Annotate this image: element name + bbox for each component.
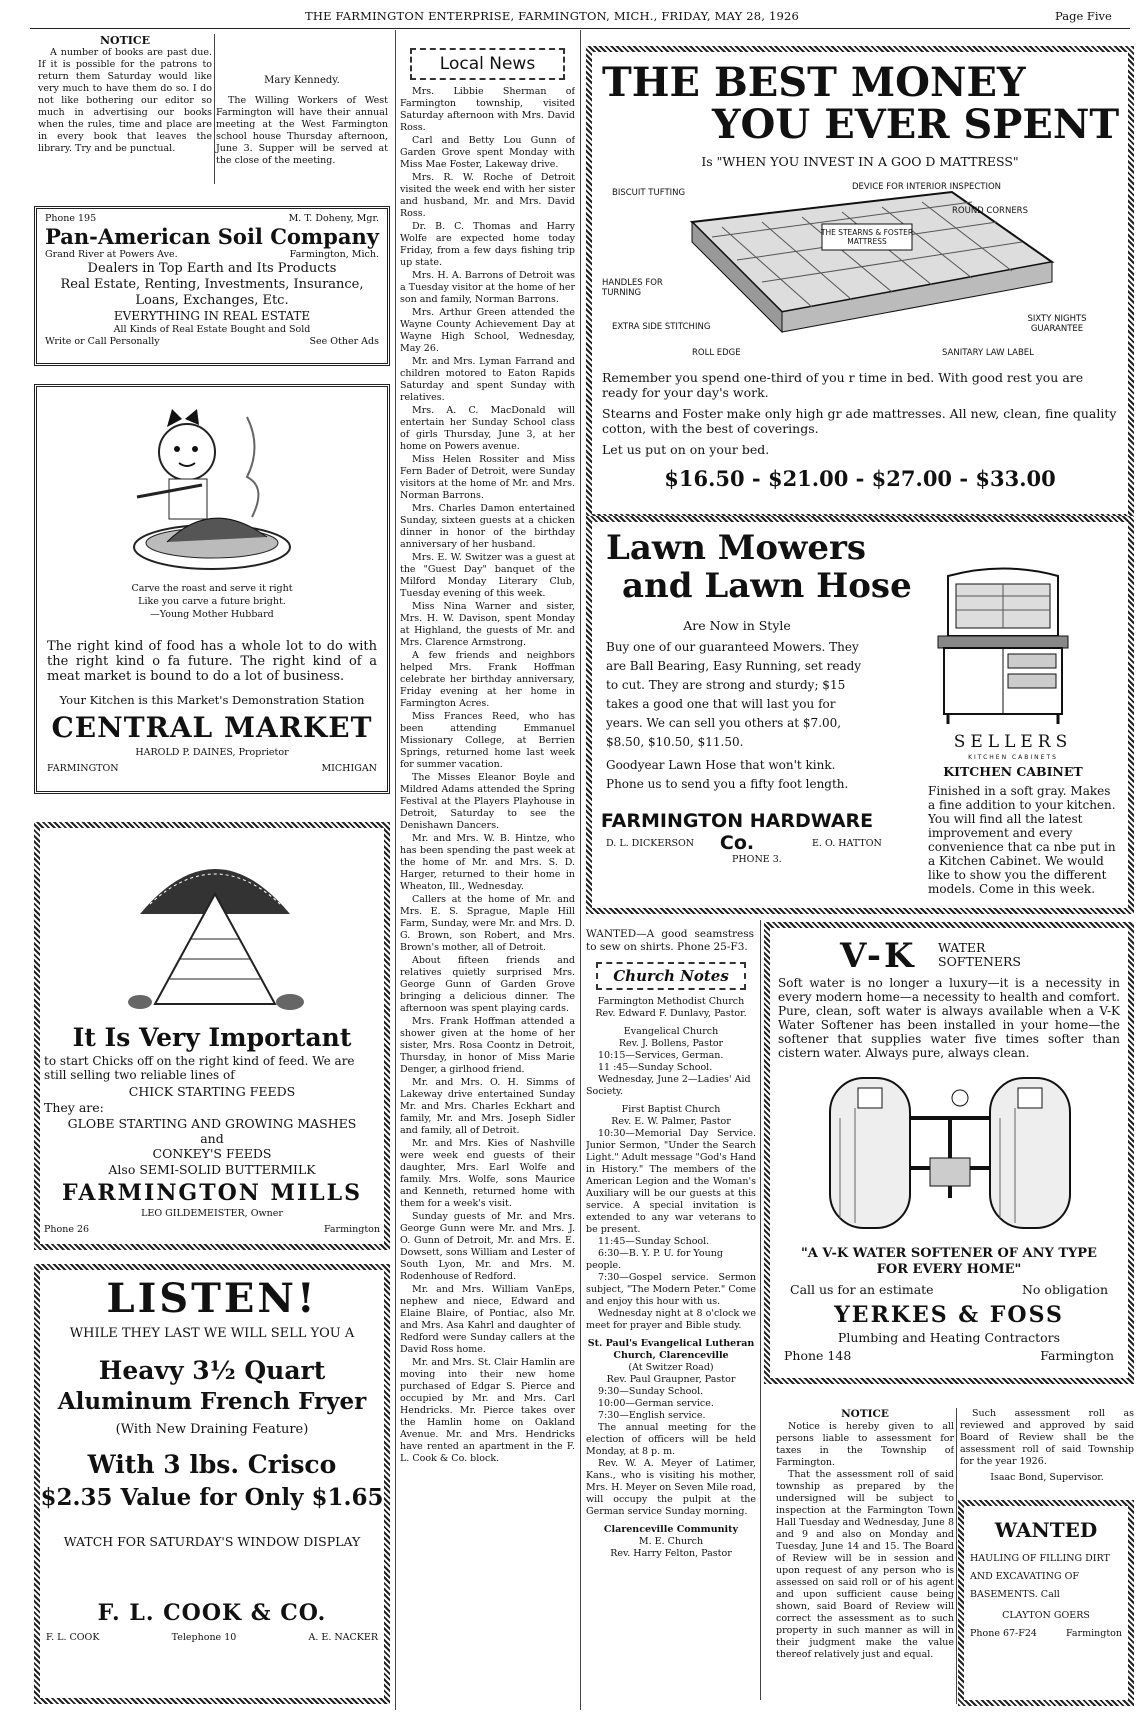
vk-call: Call us for an estimate <box>790 1282 934 1297</box>
mills-line4: and <box>200 1131 224 1146</box>
sp-line5: Rev. W. A. Meyer of Latimer, Kans., who is visiting his mother, Mrs. H. Meyer on Seven Mile road, will occupy the pulpit at the German service Sunday morning. <box>586 1458 756 1517</box>
news-item: Sunday guests of Mr. and Mrs. George Gunn were Mr. and Mrs. J. O. Gunn of Detroit, Mr. and Mrs. E. Dowsett, sons William and Lester of South Lyon, Mr. and Mrs. M. Rodenhouse of Redford. <box>400 1211 575 1282</box>
stpauls-pastor: Rev. Paul Graupner, Pastor <box>606 1374 736 1385</box>
vk-slogan1: "A V-K WATER SOFTENER OF ANY TYPE <box>801 1246 1097 1261</box>
market-proprietor: HAROLD P. DAINES, Proprietor <box>135 747 289 758</box>
local-news-column <box>400 48 575 1708</box>
tax-notice-body2: That the assessment roll of said township as prepared by the undersigned will be subject to inspection at the Farmington Town Hall Tuesday and Wednesday, June 8 and 9 and also on Monday and Tuesday, June 14 and 15. The Board of Review will be in session and upon request of any person who is assessed on said roll or of his agent and upon sufficient cause being shown, said Board of Review will correct the assessment as to such property in such manner as will in their judgment make the value thereof relatively just and equal. <box>776 1469 954 1660</box>
church-notes <box>586 962 756 1702</box>
ev-line1: 10:15—Services, German. <box>598 1050 724 1061</box>
label-nights: SIXTY NIGHTS GUARANTEE <box>1027 314 1087 334</box>
mills-body: to start Chicks off on the right kind of feed. We are still selling two reliable lines of <box>44 1054 355 1082</box>
clarenceville-name: Clarenceville Community <box>603 1524 739 1535</box>
cabinet-body: Finished in a soft gray. Makes a fine addition to your kitchen. You will find all the latest improvement and every convenience that ca nbe put in a Kitchen Cabinet. We would like to show you the different models. Come in this week. <box>928 784 1116 896</box>
methodist-name: Farmington Methodist Church <box>597 996 745 1007</box>
news-item: Mr. and Mrs. W. B. Hintze, who has been spending the past week at the home of Mr. and Mrs. S. D. Harger, returned to their home in Wheaton, Ill., Wednesday. <box>400 833 575 892</box>
news-item: Miss Frances Reed, who has been attending Emmanuel Missionary College, at Berrien Springs, returned home last week for summer vacation. <box>400 711 575 770</box>
pan-name: Pan-American Soil Company <box>45 224 379 249</box>
carving-girl-illustration <box>127 397 297 577</box>
cook-right: A. E. NACKER <box>308 1632 378 1643</box>
goers-name: CLAYTON GOERS <box>1002 1610 1090 1621</box>
tax-notice-body3: Such assessment roll as reviewed and approved by said Board of Review shall be the assessment roll of said Township for the year 1926. <box>960 1408 1134 1467</box>
methodist-pastor: Rev. Edward F. Dunlavy, Pastor. <box>595 1008 747 1019</box>
bp-line2: 6:30—B. Y. P. U. for Young people. <box>586 1248 723 1271</box>
sp-line2: 10:00—German service. <box>598 1398 714 1409</box>
sp-line3: 7:30—English service. <box>598 1410 706 1421</box>
cook-line4: With 3 lbs. Crisco <box>87 1450 337 1479</box>
sellers-brand: SELLERS <box>953 732 1073 752</box>
hardware-sub: Are Now in Style <box>683 618 791 633</box>
mattress-body3: Let us put on on your bed. <box>602 442 770 457</box>
sp-line4: The annual meeting for the election of officers will be held Monday, at 8 p. m. <box>586 1422 756 1457</box>
label-roll: ROLL EDGE <box>692 348 741 358</box>
label-corners: ROUND CORNERS <box>952 206 1028 216</box>
hardware-ad <box>586 516 1134 914</box>
news-item: About fifteen friends and relatives quietly surprised Mrs. George Gunn of Garden Grove bringing a delicious dinner. The afternoon was spent playing cards. <box>400 955 575 1014</box>
hardware-body2: Goodyear Lawn Hose that won't kink. Phone us to send you a fifty foot length. <box>606 758 849 791</box>
vk-town: Farmington <box>1040 1348 1114 1363</box>
label-handles: HANDLES FOR TURNING <box>602 278 663 298</box>
market-town: FARMINGTON <box>47 763 119 774</box>
kitchen-cabinet-illustration <box>928 566 1078 726</box>
cabinet-title: KITCHEN CABINET <box>943 764 1083 779</box>
cook-line2: Aluminum French Fryer <box>57 1388 367 1415</box>
cook-line5: $2.35 Value for Only $1.65 <box>40 1484 384 1511</box>
market-state: MICHIGAN <box>321 763 377 774</box>
chick-feed-illustration <box>110 834 320 1014</box>
vk-obligation: No obligation <box>1021 1282 1108 1297</box>
hardware-headline2: and Lawn Hose <box>622 566 912 606</box>
hardware-phone: PHONE 3. <box>732 854 782 865</box>
baptist-body: 10:30—Memorial Day Service. Junior Sermon, "Under the Search Light." Adult message "God's Hand in History." The members of the American Legion and the Woman's Auxiliary will be our guests at this service. A special invitation is extended to any war veterans to be present. <box>586 1128 756 1235</box>
bp-line4: Wednesday night at 8 o'clock we meet for prayer and Bible study. <box>586 1308 756 1331</box>
news-item: Mr. and Mrs. William VanEps, nephew and niece, Edward and Elaine Blaire, of Pontiac, also Mr. and Mrs. Asa Kahrl and daughter of Redford were Sunday callers at the David Ross home. <box>400 1284 575 1355</box>
mattress-brand: THE STEARNS & FOSTER MATTRESS <box>820 228 914 246</box>
farmington-mills-ad <box>34 822 390 1250</box>
mattress-body2: Stearns and Foster make only high gr ade mattresses. All new, clean, fine quality cotton, with the best of coverings. <box>602 406 1117 436</box>
hardware-left: D. L. DICKERSON <box>606 838 695 849</box>
cook-headline: LISTEN! <box>106 1275 318 1322</box>
bp-line1: 11:45—Sunday School. <box>598 1236 710 1247</box>
news-item: Mrs. H. A. Barrons of Detroit was a Tuesday visitor at the home of her son and family, Norman Barrons. <box>400 270 575 305</box>
mills-phone: Phone 26 <box>44 1224 90 1235</box>
news-item: Carl and Betty Lou Gunn of Garden Grove spent Monday with Miss Mae Foster, Lakeway drive. <box>400 135 575 170</box>
market-caption1: Carve the roast and serve it right <box>131 583 293 594</box>
mills-line1: CHICK STARTING FEEDS <box>128 1084 296 1099</box>
pan-american-ad <box>34 206 390 366</box>
news-item: Miss Helen Rossiter and Miss Fern Bader of Detroit, were Sunday visitors at the home of Mr. and Mrs. Norman Barrons. <box>400 454 575 501</box>
willing-workers <box>216 34 388 184</box>
vk-brand: V-K <box>840 936 917 976</box>
church-heading-box <box>596 962 746 990</box>
news-item: Mrs. Arthur Green attended the Wayne County Achievement Day at Wayne High School, Wednesday, May 26. <box>400 307 575 354</box>
pan-line4: EVERYTHING IN REAL ESTATE <box>113 309 311 323</box>
pan-manager: M. T. Doheny, Mgr. <box>288 213 379 224</box>
vk-dealer-name: YERKES & FOSS <box>834 1302 1064 1328</box>
vk-dealer-sub: Plumbing and Heating Contractors <box>837 1330 1061 1345</box>
news-item: A few friends and neighbors helped Mrs. Frank Hoffman celebrate her birthday anniversary, Friday evening at her home in Farmington Acres. <box>400 650 575 709</box>
news-item: Mr. and Mrs. St. Clair Hamlin are moving into their new home purchased of Edgar S. Pierce and occupied by Mr. and Mrs. Carl Hendricks. Mr. Pierce takes over the Hamlin home on Oakland Avenue. Mr. and Mrs. Hendricks have rented an apartment in the F. L. Cook & Co. block. <box>400 1357 575 1464</box>
news-item: Dr. B. C. Thomas and Harry Wolfe are expected home today Friday, from a few days fishing trip up state. <box>400 221 575 268</box>
cook-line3: (With New Draining Feature) <box>115 1422 309 1437</box>
clarenceville-pastor: Rev. Harry Felton, Pastor <box>610 1548 732 1559</box>
stpauls-name: St. Paul's Evangelical Lutheran Church, Clarenceville <box>587 1338 755 1361</box>
pan-phone: Phone 195 <box>45 213 97 224</box>
vk-ad <box>764 922 1134 1384</box>
library-notice-body: A number of books are past due. If it is possible for the patrons to return them Saturday would like very much to have them do so. I do not like bothering our editor so much in advertising our books when the rules, time and place are in every book that leaves the library. Try and be punctual. <box>38 47 212 154</box>
pan-line6-right: See Other Ads <box>309 336 379 347</box>
church-heading: Church Notes <box>613 967 729 985</box>
market-caption3: —Young Mother Hubbard <box>150 609 274 620</box>
hardware-name: FARMINGTON HARDWARE Co. <box>600 810 874 854</box>
goers-heading: WANTED <box>994 1518 1098 1542</box>
label-extra: EXTRA SIDE STITCHING <box>612 322 711 332</box>
mattress-prices: $16.50 - $21.00 - $27.00 - $33.00 <box>664 466 1056 491</box>
news-item: Callers at the home of Mr. and Mrs. E. S. Sprague, Maple Hill Farm, Sunday, were Mr. and Mrs. D. G. Brown, son Robert, and Mrs. Brown's mother, all of Detroit. <box>400 894 575 953</box>
cook-left: F. L. COOK <box>46 1632 100 1643</box>
sellers-sub: KITCHEN CABINETS <box>968 754 1058 761</box>
mills-line2: They are: <box>44 1100 104 1115</box>
pan-line3: Loans, Exchanges, Etc. <box>135 293 289 308</box>
mattress-body1: Remember you spend one-third of you r time in bed. With good rest you are ready for your day's work. <box>602 370 1084 400</box>
evangelical-name: Evangelical Church <box>623 1026 719 1037</box>
vk-title1: WATER <box>938 940 986 955</box>
library-notice-heading: NOTICE <box>99 34 151 47</box>
baptist-pastor: Rev. E. W. Palmer, Pastor <box>611 1116 731 1127</box>
local-news-heading-box <box>410 48 565 80</box>
label-sanitary: SANITARY LAW LABEL <box>942 348 1034 358</box>
news-item: Miss Nina Warner and sister, Mrs. H. W. Davison, spent Monday at Highland, the guests of Mr. and Mrs. Clarence Armstrong. <box>400 601 575 648</box>
market-tagline: Your Kitchen is this Market's Demonstration Station <box>59 693 365 707</box>
cook-co-ad <box>34 1264 390 1704</box>
vk-tanks-illustration <box>810 1058 1090 1238</box>
cook-line6: WATCH FOR SATURDAY'S WINDOW DISPLAY <box>63 1534 361 1549</box>
mattress-ad <box>586 46 1134 520</box>
hardware-body1: Buy one of our guaranteed Mowers. They are Ball Bearing, Easy Running, set ready to cut. They are strong and sturdy; $15 takes a good one that will last you for years. We can sell you others at $7.00, $8.50, $10.50, $11.50. <box>606 640 862 749</box>
local-news-items <box>400 86 575 1465</box>
cook-line1: Heavy 3½ Quart <box>98 1356 326 1385</box>
masthead <box>0 10 1140 26</box>
tax-notice-body1: Notice is hereby given to all persons liable to assessment for taxes in the Township of Farmington. <box>776 1421 954 1468</box>
masthead-title: THE FARMINGTON ENTERPRISE, FARMINGTON, MICH., FRIDAY, MAY 28, 1926 <box>305 9 800 23</box>
pan-line1: Dealers in Top Earth and Its Products <box>87 261 337 276</box>
page-number: Page Five <box>1055 9 1112 23</box>
cook-name: F. L. COOK & CO. <box>97 1600 327 1626</box>
goers-phone: Phone 67-F24 <box>970 1628 1037 1639</box>
market-name: CENTRAL MARKET <box>51 711 373 744</box>
mills-line5: CONKEY'S FEEDS <box>152 1146 272 1161</box>
vk-title2: SOFTENERS <box>938 954 1021 969</box>
bp-line3: 7:30—Gospel service. Sermon subject, "The Modern Peter." Come and enjoy this hour with us. <box>586 1272 756 1307</box>
market-body: The right kind of food has a whole lot to do with the right kind o fa future. The right kind of a meat market is bound to do a lot of business. <box>47 639 377 684</box>
news-item: Mrs. Frank Hoffman attended a shower given at the home of her sister, Mrs. Rosa Coontz in Detroit, Thursday, in honor of Miss Marie Denger, a girlhood friend. <box>400 1016 575 1075</box>
news-item: Mrs. Charles Damon entertained Sunday, sixteen guests at a chicken dinner in honor of the birthday anniversary of her husband. <box>400 503 575 550</box>
hardware-headline1: Lawn Mowers <box>606 528 867 568</box>
mattress-sub: Is "WHEN YOU INVEST IN A GOO D MATTRESS" <box>701 154 1019 169</box>
pan-city: Farmington, Mich. <box>289 249 379 260</box>
label-biscuit: BISCUIT TUFTING <box>612 188 686 198</box>
news-item: Mr. and Mrs. Lyman Farrand and children motored to Eaton Rapids Saturday and spent Sunday with relatives. <box>400 356 575 403</box>
pan-line5: All Kinds of Real Estate Bought and Sold <box>113 324 311 335</box>
market-caption2: Like you carve a future bright. <box>138 596 286 607</box>
mattress-headline1: THE BEST MONEY <box>602 59 1026 106</box>
baptist-name: First Baptist Church <box>621 1104 721 1115</box>
evangelical-pastor: Rev. J. Bollens, Pastor <box>618 1038 724 1049</box>
news-item: Mrs. A. C. MacDonald will entertain her Sunday School class of girls Thursday, June 3, at her home on Powers avenue. <box>400 405 575 452</box>
tax-notice-signature: Isaac Bond, Supervisor. <box>990 1472 1104 1483</box>
news-item: The Misses Eleanor Boyle and Mildred Adams attended the Spring Festival at the Players Playhouse in Detroit, Saturday to see the Denishawn Dancers. <box>400 772 575 831</box>
mills-town: Farmington <box>323 1224 380 1235</box>
library-signature: Mary Kennedy. <box>264 75 340 86</box>
wanted-seamstress: WANTED—A good seamstress to sew on shirts. Phone 25-F3. <box>586 928 754 953</box>
library-notice <box>38 34 212 184</box>
pan-address: Grand River at Powers Ave. <box>45 249 178 260</box>
vk-slogan2: FOR EVERY HOME" <box>876 1262 1022 1277</box>
news-item: Mr. and Mrs. Kies of Nashville were week end guests of their daughter, Mrs. Earl Wolfe and family. Mrs. Wolfe, sons Maurice and Kenneth, returned home with them for a week's visit. <box>400 1138 575 1209</box>
sp-line1: 9:30—Sunday School. <box>598 1386 704 1397</box>
tax-notice-heading: NOTICE <box>841 1408 889 1420</box>
vk-phone: Phone 148 <box>784 1348 852 1363</box>
pan-line2: Real Estate, Renting, Investments, Insurance, <box>60 277 364 292</box>
local-news-heading: Local News <box>439 54 536 74</box>
cook-sub: WHILE THEY LAST WE WILL SELL YOU A <box>69 1326 355 1341</box>
clarenceville-church: M. E. Church <box>638 1536 704 1547</box>
ev-line2: 11 :45—Sunday School. <box>598 1062 713 1073</box>
vk-body: Soft water is no longer a luxury—it is a necessity in every modern home—a necessity to health and comfort. Pure, clean, soft water is always available when a V-K Water Softener has been installed in your home—the softener that supplies water five times softer than cistern water. Always pure, always clean. <box>778 976 1120 1060</box>
news-item: Mrs. R. W. Roche of Detroit visited the week end with her sister and husband, Mr. and Mrs. David Ross. <box>400 172 575 219</box>
ev-line3: Wednesday, June 2—Ladies' Aid Society. <box>586 1074 751 1097</box>
goers-town: Farmington <box>1065 1628 1122 1639</box>
central-market-ad <box>34 384 390 794</box>
mills-line3: GLOBE STARTING AND GROWING MASHES <box>67 1116 357 1131</box>
news-item: Mr. and Mrs. O. H. Simms of Lakeway drive entertained Sunday Mr. and Mrs. Charles Eckhart and family, Mr. and Mrs. Joseph Sidler and family, all of Detroit. <box>400 1077 575 1136</box>
hardware-right: E. O. HATTON <box>812 838 882 849</box>
willing-workers-body: The Willing Workers of West Farmington will have their annual meeting at the West Farmington school house Thursday afternoon, June 3. Supper will be served at the close of the meeting. <box>216 95 388 166</box>
label-device: DEVICE FOR INTERIOR INSPECTION <box>852 182 1002 192</box>
goers-body: HAULING OF FILLING DIRT AND EXCAVATING OF BASEMENTS. Call <box>970 1553 1110 1600</box>
tax-notice <box>776 1408 954 1704</box>
news-item: Mrs. E. W. Switzer was a guest at the "Guest Day" banquet of the Milford Monday Literary Club, Tuesday evening of this week. <box>400 552 575 599</box>
tax-notice-continued <box>960 1408 1134 1492</box>
news-item: Mrs. Libbie Sherman of Farmington township, visited Saturday afternoon with Mrs. David Ross. <box>400 86 575 133</box>
mills-name: FARMINGTON MILLS <box>62 1180 362 1206</box>
pan-line6-left: Write or Call Personally <box>45 336 160 347</box>
mattress-headline2: YOU EVER SPENT <box>712 101 1120 148</box>
stpauls-location: (At Switzer Road) <box>628 1362 714 1373</box>
wanted-goers-ad <box>958 1500 1134 1706</box>
mills-line6: Also SEMI-SOLID BUTTERMILK <box>108 1162 316 1177</box>
mills-headline: It Is Very Important <box>72 1023 352 1052</box>
cook-phone: Telephone 10 <box>171 1632 237 1643</box>
mills-owner: LEO GILDEMEISTER, Owner <box>141 1208 283 1219</box>
